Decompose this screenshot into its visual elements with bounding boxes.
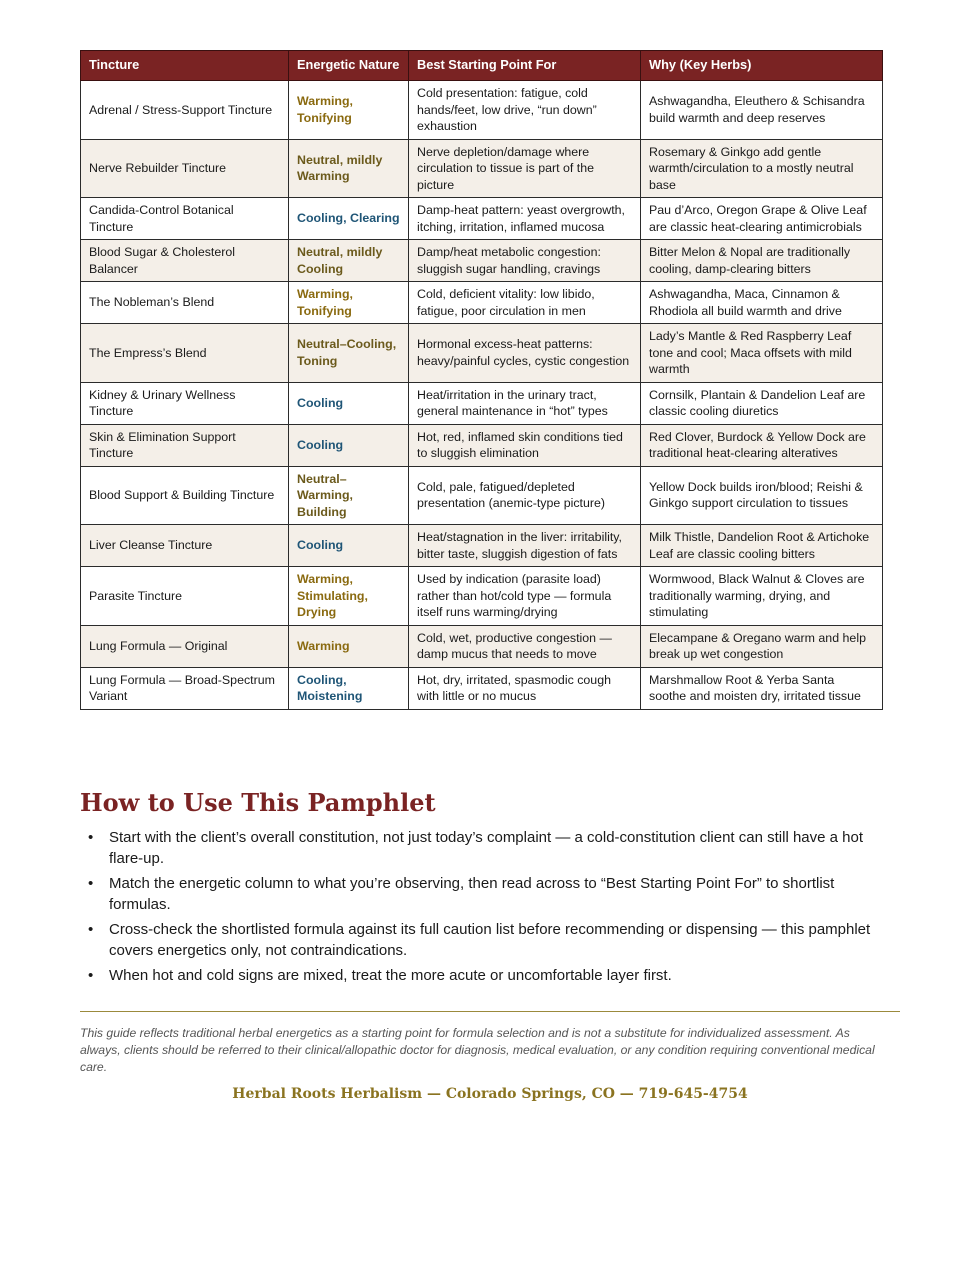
tincture-cell: Blood Sugar & Cholesterol Balancer <box>81 240 289 282</box>
energetic-nature-cell: Neutral–Warming, Building <box>289 466 409 525</box>
bullet-item <box>80 828 900 869</box>
energetic-nature-cell: Cooling <box>289 525 409 567</box>
tincture-cell: Parasite Tincture <box>81 567 289 626</box>
key-herbs-cell: Elecampane & Oregano warm and help break up wet congestion <box>641 625 883 667</box>
best-starting-point-cell: Used by indication (parasite load) rather than hot/cold type — formula itself runs warming/drying <box>409 567 641 626</box>
divider <box>80 1011 900 1012</box>
header-why-key-herbs: Why (Key Herbs) <box>641 51 883 81</box>
bullet-dot-icon: • <box>88 921 94 938</box>
key-herbs-cell: Rosemary & Ginkgo add gentle warmth/circulation to a mostly neutral base <box>641 139 883 198</box>
best-starting-point-cell: Hot, dry, irritated, spasmodic cough with little or no mucus <box>409 667 641 709</box>
best-starting-point-cell: Cold, wet, productive congestion — damp mucus that needs to move <box>409 625 641 667</box>
energetics-table <box>80 50 883 710</box>
energetic-nature-cell: Cooling, Moistening <box>289 667 409 709</box>
header-tincture: Tincture <box>81 51 289 81</box>
key-herbs-cell: Marshmallow Root & Yerba Santa soothe and moisten dry, irritated tissue <box>641 667 883 709</box>
usage-bullet-list <box>80 828 900 992</box>
header-best-starting-point: Best Starting Point For <box>409 51 641 81</box>
energetic-nature-cell: Neutral, mildly Cooling <box>289 240 409 282</box>
bullet-item <box>80 966 900 987</box>
table-row <box>81 324 883 383</box>
key-herbs-cell: Yellow Dock builds iron/blood; Reishi & Ginkgo support circulation to tissues <box>641 466 883 525</box>
energetic-nature-cell: Warming, Stimulating, Drying <box>289 567 409 626</box>
best-starting-point-cell: Damp-heat pattern: yeast overgrowth, itching, irritation, inflamed mucosa <box>409 198 641 240</box>
table-row <box>81 382 883 424</box>
tincture-cell: Lung Formula — Original <box>81 625 289 667</box>
tincture-cell: Adrenal / Stress-Support Tincture <box>81 81 289 140</box>
key-herbs-cell: Red Clover, Burdock & Yellow Dock are traditional heat-clearing alteratives <box>641 424 883 466</box>
bullet-dot-icon: • <box>88 875 94 892</box>
tincture-cell: Lung Formula — Broad-Spectrum Variant <box>81 667 289 709</box>
bullet-text: Match the energetic column to what you’re observing, then read across to “Best Starting Point For” to shortlist formulas. <box>109 875 835 913</box>
tincture-cell: The Empress’s Blend <box>81 324 289 383</box>
section-title: How to Use This Pamphlet <box>80 788 436 817</box>
key-herbs-cell: Wormwood, Black Walnut & Cloves are traditionally warming, drying, and stimulating <box>641 567 883 626</box>
table-row <box>81 198 883 240</box>
best-starting-point-cell: Cold, pale, fatigued/depleted presentation (anemic-type picture) <box>409 466 641 525</box>
tincture-cell: Skin & Elimination Support Tincture <box>81 424 289 466</box>
table-row <box>81 525 883 567</box>
bullet-dot-icon: • <box>88 829 94 846</box>
tincture-cell: The Nobleman’s Blend <box>81 282 289 324</box>
energetic-nature-cell: Warming <box>289 625 409 667</box>
key-herbs-cell: Lady’s Mantle & Red Raspberry Leaf tone and cool; Maca offsets with mild warmth <box>641 324 883 383</box>
key-herbs-cell: Ashwagandha, Maca, Cinnamon & Rhodiola all build warmth and drive <box>641 282 883 324</box>
best-starting-point-cell: Damp/heat metabolic congestion: sluggish sugar handling, cravings <box>409 240 641 282</box>
table-row <box>81 139 883 198</box>
tincture-cell: Blood Support & Building Tincture <box>81 466 289 525</box>
header-energetic-nature: Energetic Nature <box>289 51 409 81</box>
table-row <box>81 667 883 709</box>
table-row <box>81 466 883 525</box>
table-header-row <box>81 51 883 81</box>
table-row <box>81 282 883 324</box>
key-herbs-cell: Pau d’Arco, Oregon Grape & Olive Leaf are classic heat-clearing antimicrobials <box>641 198 883 240</box>
table-row <box>81 567 883 626</box>
best-starting-point-cell: Cold, deficient vitality: low libido, fatigue, poor circulation in men <box>409 282 641 324</box>
key-herbs-cell: Cornsilk, Plantain & Dandelion Leaf are classic cooling diuretics <box>641 382 883 424</box>
energetic-nature-cell: Neutral–Cooling, Toning <box>289 324 409 383</box>
tincture-cell: Nerve Rebuilder Tincture <box>81 139 289 198</box>
footer-contact: Herbal Roots Herbalism — Colorado Springs, CO — 719-645-4754 <box>232 1086 748 1102</box>
key-herbs-cell: Milk Thistle, Dandelion Root & Artichoke Leaf are classic cooling bitters <box>641 525 883 567</box>
energetic-nature-cell: Cooling <box>289 424 409 466</box>
tincture-cell: Liver Cleanse Tincture <box>81 525 289 567</box>
table-row <box>81 240 883 282</box>
table-row <box>81 424 883 466</box>
best-starting-point-cell: Nerve depletion/damage where circulation to tissue is part of the picture <box>409 139 641 198</box>
energetic-nature-cell: Cooling, Clearing <box>289 198 409 240</box>
best-starting-point-cell: Cold presentation: fatigue, cold hands/feet, low drive, “run down” exhaustion <box>409 81 641 140</box>
best-starting-point-cell: Hormonal excess-heat patterns: heavy/painful cycles, cystic congestion <box>409 324 641 383</box>
bullet-item <box>80 920 900 961</box>
bullet-text: When hot and cold signs are mixed, treat the more acute or uncomfortable layer first. <box>109 967 672 984</box>
best-starting-point-cell: Heat/irritation in the urinary tract, general maintenance in “hot” types <box>409 382 641 424</box>
key-herbs-cell: Ashwagandha, Eleuthero & Schisandra build warmth and deep reserves <box>641 81 883 140</box>
best-starting-point-cell: Hot, red, inflamed skin conditions tied to sluggish elimination <box>409 424 641 466</box>
bullet-text: Cross-check the shortlisted formula against its full caution list before recommending or dispensing — this pamphlet covers energetics only, not contraindications. <box>109 921 871 959</box>
bullet-item <box>80 874 900 915</box>
energetic-nature-cell: Warming, Tonifying <box>289 81 409 140</box>
table-row <box>81 81 883 140</box>
table-row <box>81 625 883 667</box>
tincture-cell: Kidney & Urinary Wellness Tincture <box>81 382 289 424</box>
bullet-text: Start with the client’s overall constitution, not just today’s complaint — a cold-constitution client can still have a hot flare-up. <box>109 829 863 867</box>
energetic-nature-cell: Neutral, mildly Warming <box>289 139 409 198</box>
tincture-cell: Candida-Control Botanical Tincture <box>81 198 289 240</box>
key-herbs-cell: Bitter Melon & Nopal are traditionally cooling, damp-clearing bitters <box>641 240 883 282</box>
bullet-dot-icon: • <box>88 967 94 984</box>
energetic-nature-cell: Cooling <box>289 382 409 424</box>
best-starting-point-cell: Heat/stagnation in the liver: irritability, bitter taste, sluggish digestion of fats <box>409 525 641 567</box>
disclaimer: This guide reflects traditional herbal energetics as a starting point for formula selection and is not a substitute for individualized assessment. As always, clients should be referred to their clinical/allopathic doctor for diagnosis, medical evaluation, or any condition requiring conventional medical care. <box>80 1026 875 1074</box>
energetic-nature-cell: Warming, Tonifying <box>289 282 409 324</box>
